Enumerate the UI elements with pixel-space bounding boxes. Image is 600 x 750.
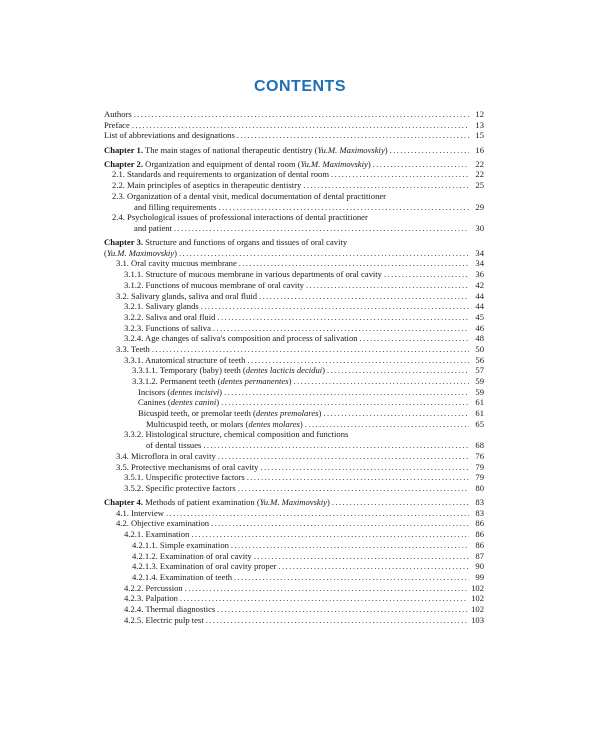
dot-leader [179, 248, 469, 259]
page-number: 42 [475, 279, 484, 290]
toc-entry [104, 419, 484, 430]
page-number: 83 [475, 507, 484, 518]
page-number: 22 [475, 158, 484, 169]
page-number: 83 [475, 497, 484, 508]
chapter-label: Chapter 3. [104, 237, 143, 248]
page-number: 59 [475, 386, 484, 397]
toc-entry [104, 344, 484, 355]
page-number: 80 [475, 482, 484, 493]
toc-entry [104, 355, 484, 366]
dot-leader [152, 344, 469, 355]
dot-leader [278, 561, 469, 572]
toc-entry [104, 615, 484, 626]
page-number: 12 [475, 109, 484, 119]
page-number: 102 [471, 582, 484, 593]
toc-entry-title: Canines (dentes canini) [138, 397, 220, 408]
table-of-contents [104, 109, 484, 625]
toc-entry-title: 4.2.1.2. Examination of oral cavity [132, 550, 252, 561]
page-number: 86 [475, 518, 484, 529]
toc-entry-title: and filling requirements [134, 201, 217, 212]
page-number: 44 [475, 301, 484, 312]
toc-entry-title: 3.5.2. Specific protective factors [124, 482, 236, 493]
toc-entry [104, 258, 484, 269]
page-number: 36 [475, 269, 484, 280]
dot-leader [174, 223, 469, 234]
toc-entry [104, 212, 484, 223]
chapter-label: Chapter 4. [104, 497, 143, 508]
page-number: 102 [471, 603, 484, 614]
toc-entry-title: 3.3.1.1. Temporary (baby) teeth (dentes lacticis decidui) [132, 365, 326, 376]
toc-entry [104, 529, 484, 540]
dot-leader [134, 109, 469, 120]
toc-entry-title: 3.3.1. Anatomical structure of teeth [124, 354, 246, 365]
page-number: 68 [475, 440, 484, 451]
page-number: 90 [475, 561, 484, 572]
dot-leader [259, 291, 469, 302]
toc-entry [104, 191, 484, 202]
dot-leader [260, 462, 469, 473]
toc-entry-title: (Yu.M. Maximovskiy) [104, 247, 177, 258]
toc-entry-title: 3.1.1. Structure of mucous membrane in various departments of oral cavity [124, 269, 382, 280]
dot-leader [217, 312, 469, 323]
toc-entry-title: 4.1. Interview [116, 507, 164, 518]
toc-entry-title: Multicuspid teeth, or molars (dentes molares) [146, 418, 303, 429]
chapter-label: Chapter 1. [104, 144, 143, 155]
toc-entry [104, 202, 484, 213]
dot-leader [239, 258, 469, 269]
dot-leader [166, 508, 469, 519]
page-number: 65 [475, 418, 484, 429]
dot-leader [206, 615, 468, 626]
toc-entry [104, 130, 484, 141]
italic-term: dentes lacticis decidui [245, 365, 323, 376]
italic-term: dentes premolares [255, 408, 319, 419]
italic-term: dentes incisivi [170, 386, 220, 397]
toc-entry [104, 180, 484, 191]
toc-entry [104, 561, 484, 572]
toc-entry-title: 4.2. Objective examination [116, 518, 210, 529]
toc-entry [104, 280, 484, 291]
page-number: 34 [475, 247, 484, 258]
toc-entry-title: 3.3. Teeth [116, 343, 150, 354]
page-number: 59 [475, 376, 484, 386]
toc-entry [104, 451, 484, 462]
dot-leader [247, 472, 469, 483]
page-number: 22 [475, 169, 484, 180]
toc-entry [104, 472, 484, 483]
page-number: 61 [475, 397, 484, 408]
dot-leader [390, 145, 469, 156]
toc-entry-title: 3.1.2. Functions of mucous membrane of oral cavity [124, 279, 304, 290]
toc-chapter-entry [104, 159, 484, 170]
toc-entry-title: Chapter 3. Structure and functions of organs and tissues of oral cavity [104, 237, 348, 248]
page-number: 13 [475, 119, 484, 130]
page-number: 45 [475, 311, 484, 322]
dot-leader [323, 408, 469, 419]
toc-entry [104, 583, 484, 594]
dot-leader [221, 397, 469, 408]
dot-leader [213, 323, 469, 334]
dot-leader [360, 333, 469, 344]
toc-entry-title: 2.3. Organization of a dental visit, medical documentation of dental practitioner [112, 190, 387, 201]
dot-leader [332, 497, 469, 508]
toc-entry-title: 4.2.4. Thermal diagnostics [124, 603, 216, 614]
italic-term: dentes molares [248, 418, 300, 429]
page-number: 29 [475, 201, 484, 212]
page-number: 79 [475, 472, 484, 483]
dot-leader [185, 583, 468, 594]
toc-chapter-entry [104, 237, 484, 248]
dot-leader [305, 419, 469, 430]
dot-leader [234, 572, 469, 583]
italic-term: Yu.M. Maximovskiy [259, 497, 327, 508]
chapter-label: Chapter 2. [104, 158, 143, 169]
toc-entry [104, 291, 484, 302]
toc-entry-title: 3.1. Oral cavity mucous membrane [116, 258, 237, 269]
dot-leader [373, 159, 469, 170]
italic-term: Yu.M. Maximovskiy [106, 247, 175, 258]
page-number: 86 [475, 539, 484, 550]
page-number: 87 [475, 550, 484, 561]
italic-term: Yu.M. Maximovskiy [317, 144, 385, 155]
page-number: 44 [475, 290, 484, 301]
dot-leader [219, 202, 469, 213]
page-number: 46 [475, 322, 484, 333]
toc-entry [104, 269, 484, 280]
toc-entry-title: 4.2.1.1. Simple examination [132, 539, 229, 550]
toc-entry-title: 3.2.3. Functions of saliva [124, 322, 211, 333]
italic-term: dentes canini [170, 397, 217, 408]
dot-leader [231, 540, 469, 551]
page-number: 16 [475, 144, 484, 155]
toc-entry [104, 387, 484, 398]
toc-entry [104, 483, 484, 494]
dot-leader [191, 529, 469, 540]
toc-entry [104, 508, 484, 519]
toc-entry [104, 397, 484, 408]
toc-entry-title: 2.4. Psychological issues of professional interactions of dental practitioner [112, 212, 368, 223]
page-number: 76 [475, 450, 484, 461]
toc-entry [104, 440, 484, 451]
toc-entry [104, 408, 484, 419]
toc-entry-title: 4.2.3. Palpation [124, 593, 178, 604]
page-number: 86 [475, 529, 484, 540]
toc-entry [104, 223, 484, 234]
dot-leader [224, 387, 469, 398]
toc-entry-title: 4.2.1.3. Examination of oral cavity proper [132, 561, 277, 572]
toc-entry [104, 593, 484, 604]
page-number: 34 [475, 258, 484, 269]
toc-entry [104, 462, 484, 473]
toc-entry-title: 3.3.2. Histological structure, chemical composition and functions [124, 429, 349, 440]
toc-entry [104, 376, 484, 387]
toc-entry [104, 572, 484, 583]
page-number: 56 [475, 354, 484, 365]
toc-entry [104, 120, 484, 131]
toc-entry-title: 4.2.2. Percussion [124, 582, 183, 593]
italic-term: Yu.M. Maximovskiy [300, 158, 368, 169]
page-number: 57 [475, 365, 484, 376]
toc-entry-title: 3.5. Protective mechanisms of oral cavity [116, 461, 259, 472]
page-number: 30 [475, 222, 484, 233]
toc-entry [104, 169, 484, 180]
toc-entry-title: 3.2.4. Age changes of saliva's composition and process of salivation [124, 333, 358, 344]
page-number: 25 [475, 180, 484, 191]
toc-chapter-entry [104, 497, 484, 508]
toc-entry-title: 2.1. Standards and requirements to organization of dental room [112, 169, 330, 180]
toc-entry-title: 3.2.1. Salivary glands [124, 301, 199, 312]
toc-entry-title: Chapter 1. The main stages of national therapeutic dentistry (Yu.M. Maximovskiy) [104, 144, 388, 155]
toc-entry-title: 4.2.1.4. Examination of teeth [132, 571, 232, 582]
toc-entry [104, 540, 484, 551]
toc-entry-title: 3.2.2. Saliva and oral fluid [124, 311, 216, 322]
toc-entry-title: Incisors (dentes incisivi) [138, 386, 223, 397]
page-number: 48 [475, 333, 484, 344]
dot-leader [211, 518, 469, 529]
toc-entry [104, 248, 484, 259]
dot-leader [293, 376, 469, 387]
toc-entry [104, 301, 484, 312]
page-number: 103 [471, 614, 484, 625]
dot-leader [306, 280, 469, 291]
page-number: 99 [475, 571, 484, 582]
page-number: 61 [475, 408, 484, 419]
dot-leader [218, 451, 469, 462]
italic-term: dentes permanentes [220, 376, 289, 386]
page-number: 79 [475, 461, 484, 472]
toc-entry-title: 4.2.1. Examination [124, 529, 190, 540]
contents-title: CONTENTS [254, 78, 346, 95]
toc-entry-title: and patient [134, 222, 172, 233]
dot-leader [384, 269, 469, 280]
toc-entry [104, 333, 484, 344]
dot-leader [247, 355, 469, 366]
toc-entry-title: 3.2. Salivary glands, saliva and oral fluid [116, 290, 258, 301]
toc-entry-title: 4.2.5. Electric pulp test [124, 614, 204, 625]
dot-leader [180, 593, 468, 604]
toc-entry [104, 109, 484, 120]
dot-leader [237, 130, 469, 141]
toc-entry-title: Preface [104, 119, 130, 130]
page-number: 50 [475, 343, 484, 354]
toc-entry-title: of dental tissues [146, 440, 202, 451]
toc-entry-title: 3.5.1. Unspecific protective factors [124, 472, 245, 483]
toc-entry [104, 518, 484, 529]
toc-entry [104, 551, 484, 562]
toc-entry [104, 365, 484, 376]
toc-entry-title: Authors [104, 109, 132, 119]
toc-entry-title: Bicuspid teeth, or premolar teeth (dentes premolares) [138, 408, 322, 419]
dot-leader [238, 483, 469, 494]
dot-leader [331, 169, 469, 180]
page-number: 15 [475, 130, 484, 141]
dot-leader [254, 551, 469, 562]
dot-leader [203, 440, 469, 451]
toc-entry-title: 3.4. Microflora in oral cavity [116, 450, 216, 461]
page-number: 102 [471, 593, 484, 604]
toc-entry-title: Chapter 4. Methods of patient examination (Yu.M. Maximovskiy) [104, 497, 330, 508]
toc-chapter-entry [104, 145, 484, 156]
dot-leader [217, 604, 468, 615]
toc-entry-title: 2.2. Main principles of aseptics in therapeutic dentistry [112, 180, 302, 191]
dot-leader [327, 365, 469, 376]
dot-leader [132, 120, 469, 131]
toc-entry-title: Chapter 2. Organization and equipment of dental room (Yu.M. Maximovskiy) [104, 158, 371, 169]
toc-entry [104, 323, 484, 334]
toc-entry [104, 604, 484, 615]
dot-leader [303, 180, 469, 191]
toc-entry [104, 312, 484, 323]
dot-leader [201, 301, 469, 312]
toc-entry-title: 3.3.1.2. Permanent teeth (dentes permanentes) [132, 376, 292, 386]
toc-entry [104, 429, 484, 440]
toc-entry-title: List of abbreviations and designations [104, 130, 235, 141]
